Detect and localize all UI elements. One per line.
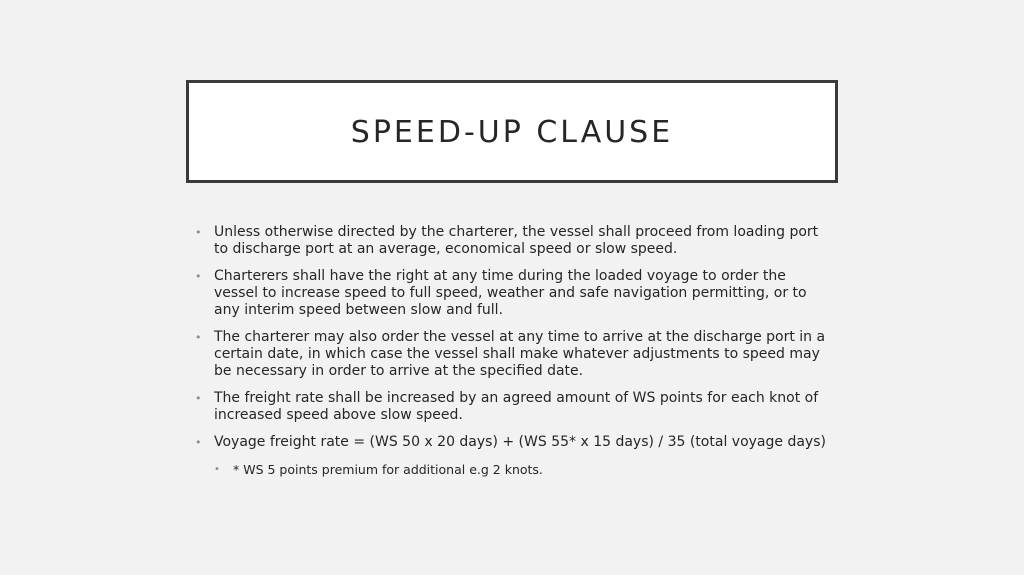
bullet-text: Charterers shall have the right at any time during the loaded voyage to order the vessel to increase speed to full speed, weather and safe navigation permitting, or to any interim speed between slow and full. [214,268,807,318]
bullet-text: The freight rate shall be increased by an agreed amount of WS points for each knot of increased speed above slow speed. [214,390,819,423]
bullet-icon: • [195,392,202,405]
bullet-text: The charterer may also order the vessel at any time to arrive at the discharge port in a certain date, in which case the vessel shall make whatever adjustments to speed may be necessary in order to arrive at the specified date. [214,329,826,379]
bullet-icon: • [195,270,202,283]
bullet-item [194,224,834,258]
bullet-item [194,329,834,380]
title-box [186,80,838,183]
sub-bullet-item [194,461,834,478]
bullet-text: Voyage freight rate = (WS 50 x 20 days) + (WS 55* x 15 days) / 35 (total voyage days) [214,434,826,450]
sub-bullet-text: * WS 5 points premium for additional e.g 2 knots. [233,462,543,477]
bullet-item [194,434,834,451]
bullet-icon: • [195,436,202,449]
bullet-list [194,224,834,488]
bullet-icon: • [195,226,202,239]
sub-bullet-icon: • [214,464,220,475]
bullet-item [194,390,834,424]
bullet-icon: • [195,331,202,344]
bullet-item [194,268,834,319]
bullet-text: Unless otherwise directed by the charterer, the vessel shall proceed from loading port to discharge port at an average, economical speed or slow speed. [214,224,819,257]
slide-title: SPEED-UP CLAUSE [350,115,674,150]
